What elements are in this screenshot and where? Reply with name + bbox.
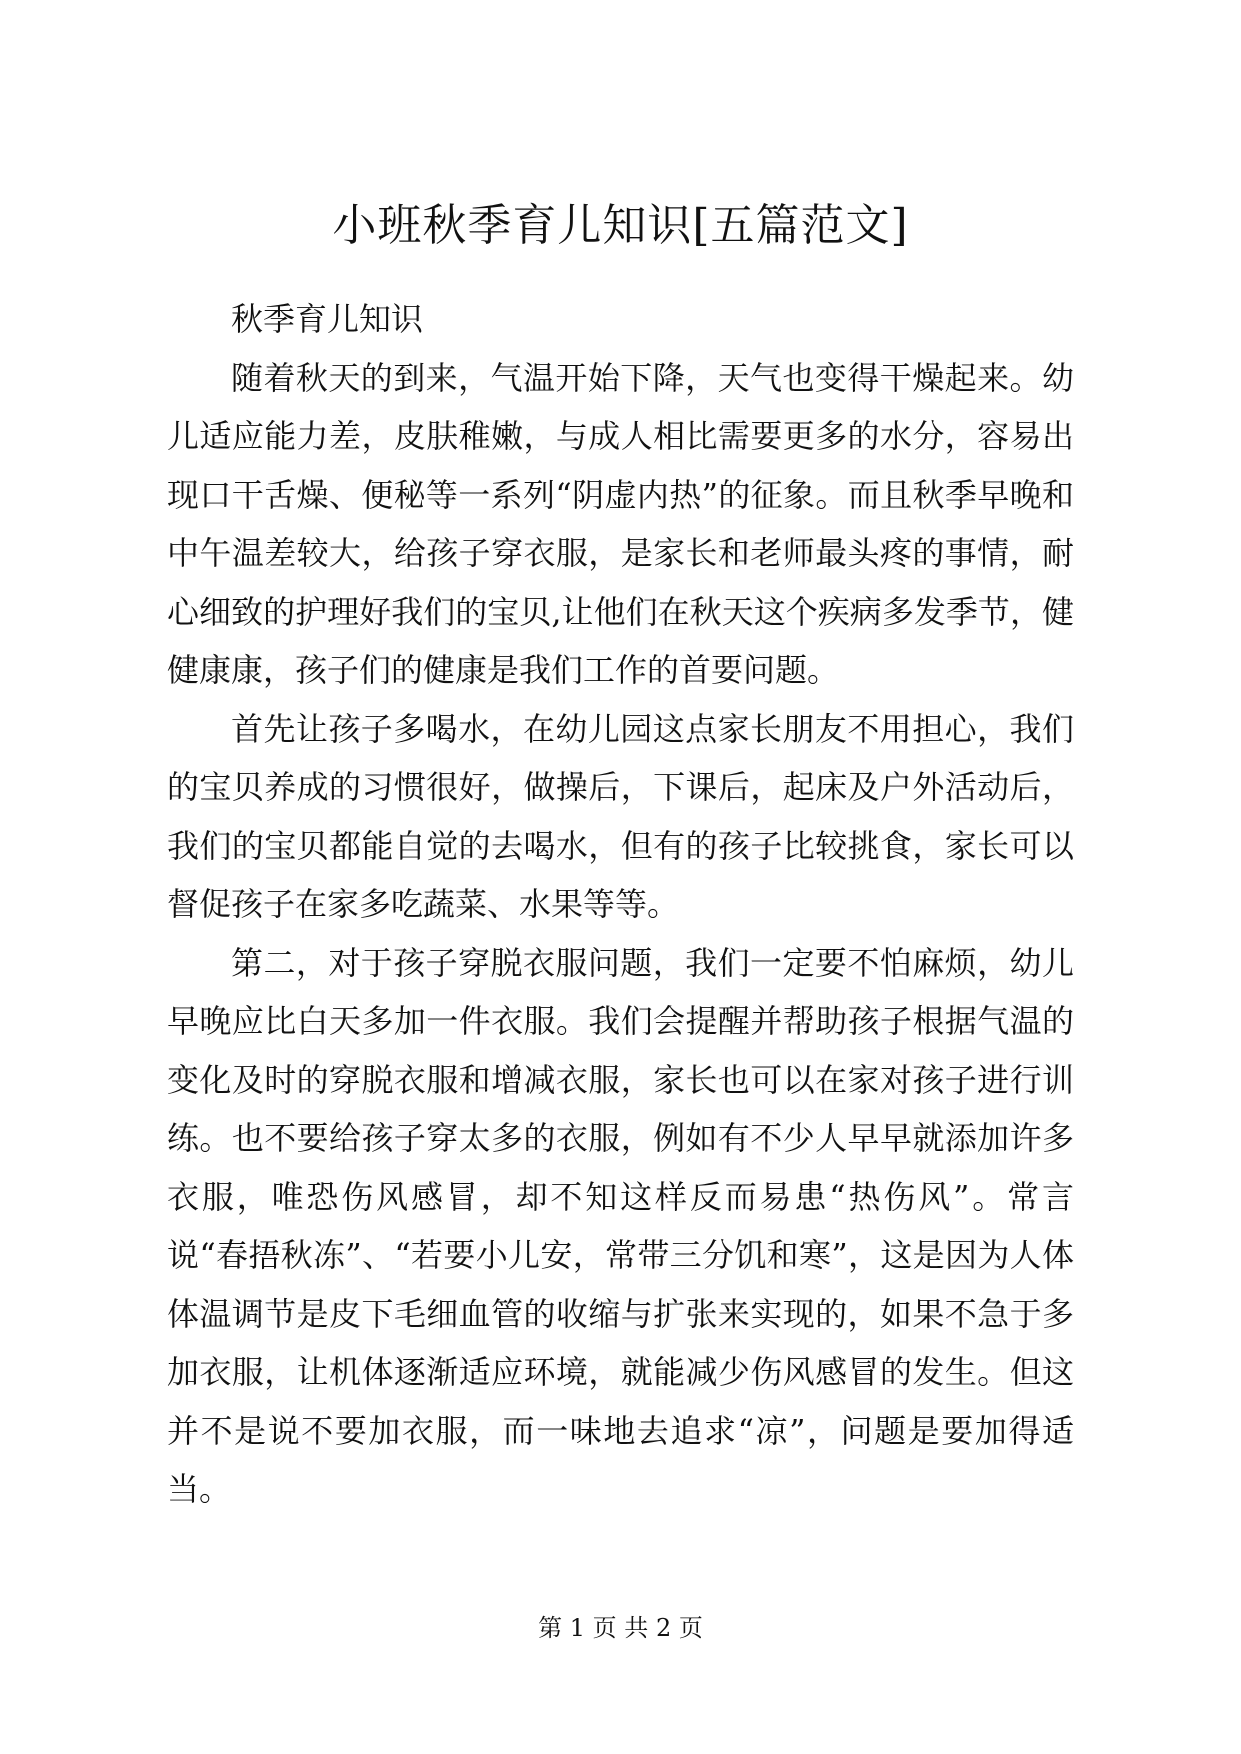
- page-number-footer: 第 1 页 共 2 页: [538, 1614, 703, 1642]
- document-body: [167, 290, 1074, 1519]
- paragraph-2: 首先让孩子多喝水，在幼儿园这点家长朋友不用担心，我们的宝贝养成的习惯很好，做操后，下课后，起床及户外活动后，我们的宝贝都能自觉的去喝水，但有的孩子比较挑食，家长可以督促孩子在家多吃蔬菜、水果等等。: [167, 709, 1074, 923]
- paragraph-3: 第二，对于孩子穿脱衣服问题，我们一定要不怕麻烦，幼儿早晚应比白天多加一件衣服。我们会提醒并帮助孩子根据气温的变化及时的穿脱衣服和增减衣服，家长也可以在家对孩子进行训练。也不要给孩子穿太多的衣服，例如有不少人早早就添加许多衣服，唯恐伤风感冒，却不知这样反而易患“热伤风”。常言说“春捂秋冻”、“若要小儿安，常带三分饥和寒”，这是因为人体体温调节是皮下毛细血管的收缩与扩张来实现的，如果不急于多加衣服，让机体逐渐适应环境，就能减少伤风感冒的发生。但这并不是说不要加衣服，而一味地去追求“凉”，问题是要加得适当。: [167, 943, 1074, 1508]
- document-title: 小班秋季育儿知识[五篇范文]: [332, 200, 909, 251]
- paragraph-1: 随着秋天的到来，气温开始下降，天气也变得干燥起来。幼儿适应能力差，皮肤稚嫩，与成人相比需要更多的水分，容易出现口干舌燥、便秘等一系列“阴虚内热”的征象。而且秋季早晚和中午温差较大，给孩子穿衣服，是家长和老师最头疼的事情，耐心细致的护理好我们的宝贝,让他们在秋天这个疾病多发季节，健健康康，孩子们的健康是我们工作的首要问题。: [167, 358, 1074, 689]
- section-heading: 秋季育儿知识: [231, 300, 424, 338]
